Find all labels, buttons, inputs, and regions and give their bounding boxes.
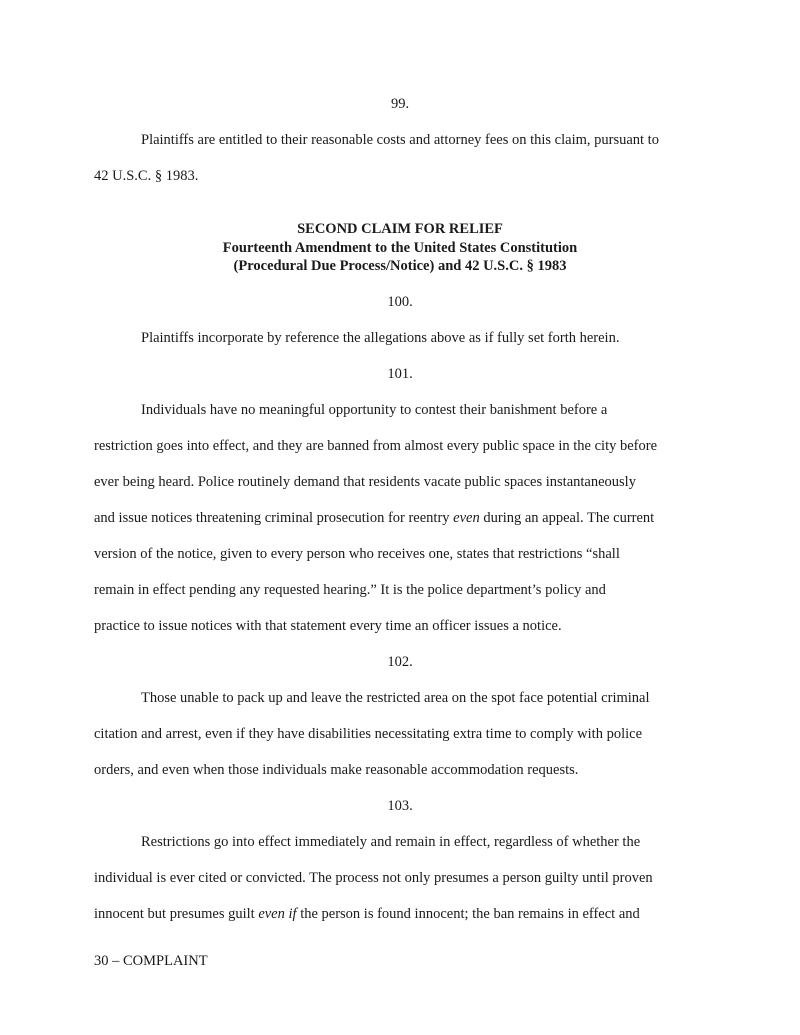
para99-line-2: 42 U.S.C. § 1983. [94, 168, 199, 184]
para103-line-3-after: the person is found innocent; the ban remains in effect and [296, 906, 640, 922]
para102-line-2: citation and arrest, even if they have disabilities necessitating extra time to comply with police [94, 726, 643, 742]
claim-title: SECOND CLAIM FOR RELIEF [297, 221, 503, 237]
claim-subtitle-2: (Procedural Due Process/Notice) and 42 U.S.C. § 1983 [233, 258, 567, 274]
paragraph-number-102: 102. [387, 654, 413, 670]
para101-line-6: remain in effect pending any requested hearing.” It is the police department’s policy and [94, 582, 606, 598]
para102-line-1: Those unable to pack up and leave the restricted area on the spot face potential criminal [141, 690, 650, 706]
claim-subtitle-1: Fourteenth Amendment to the United States Constitution [222, 240, 578, 256]
page-footer-label: 30 – COMPLAINT [94, 953, 208, 969]
para103-line-3-before: innocent but presumes guilt [94, 906, 259, 922]
para101-line-4-after: during an appeal. The current [479, 510, 655, 526]
para101-line-4-before: and issue notices threatening criminal prosecution for reentry [94, 510, 454, 526]
para103-line-2: individual is ever cited or convicted. The process not only presumes a person guilty until proven [94, 870, 653, 886]
para101-line-3: ever being heard. Police routinely demand that residents vacate public spaces instantaneously [94, 474, 636, 490]
paragraph-number-100: 100. [387, 294, 413, 310]
paragraph-number-103: 103. [387, 798, 413, 814]
para101-line-5: version of the notice, given to every person who receives one, states that restrictions “shall [94, 546, 620, 562]
paragraph-number-99: 99. [390, 96, 410, 112]
para103-line-1: Restrictions go into effect immediately and remain in effect, regardless of whether the [141, 834, 641, 850]
para101-line-4-emphasis: even [453, 510, 480, 526]
para101-line-7: practice to issue notices with that statement every time an officer issues a notice. [94, 618, 562, 634]
para103-line-3 [94, 906, 640, 923]
para101-line-1: Individuals have no meaningful opportunity to contest their banishment before a [141, 402, 608, 418]
para103-line-3-emphasis: even if [258, 906, 297, 922]
paragraph-number-101: 101. [387, 366, 413, 382]
para101-line-4 [94, 510, 654, 527]
para100-line-1: Plaintiffs incorporate by reference the allegations above as if fully set forth herein. [141, 330, 620, 346]
para102-line-3: orders, and even when those individuals make reasonable accommodation requests. [94, 762, 579, 778]
para99-line-1: Plaintiffs are entitled to their reasonable costs and attorney fees on this claim, pursuant to [141, 132, 659, 148]
para101-line-2: restriction goes into effect, and they are banned from almost every public space in the city before [94, 438, 658, 454]
